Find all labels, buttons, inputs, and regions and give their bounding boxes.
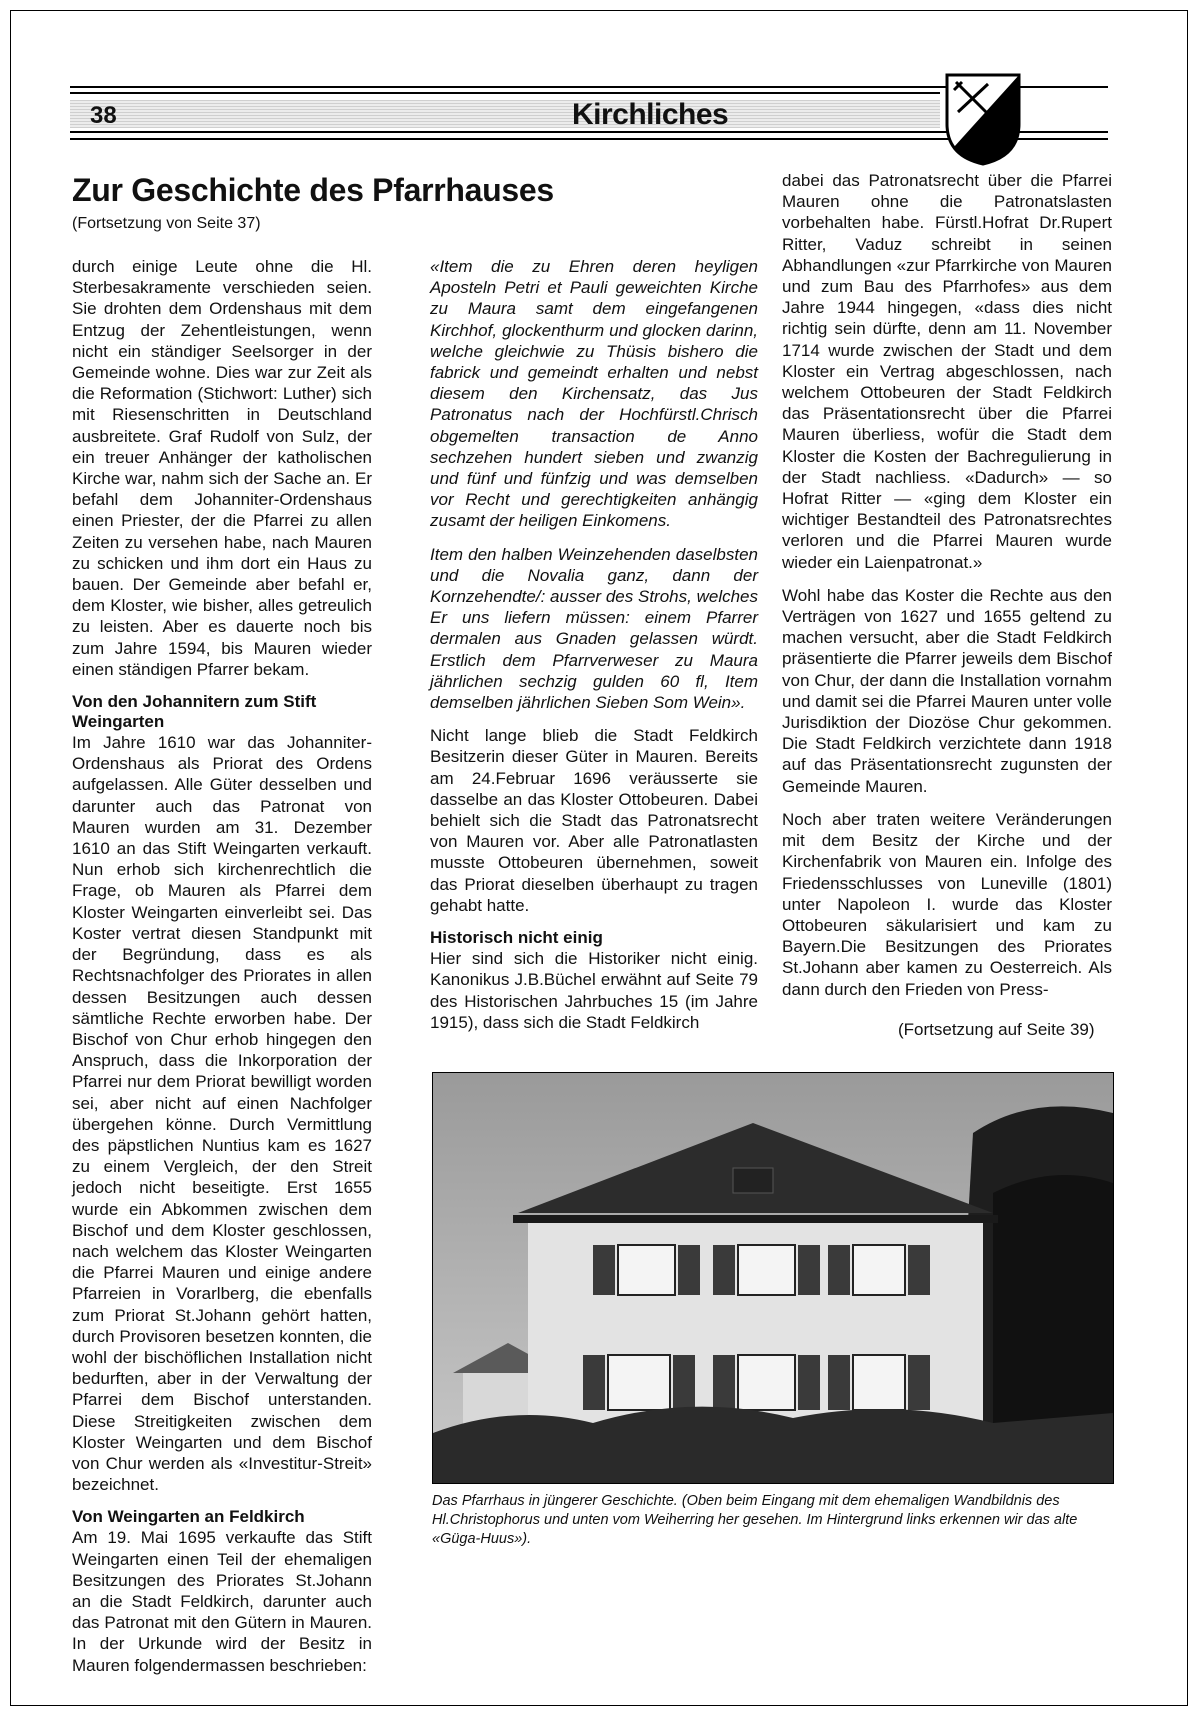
- section-title: Kirchliches: [572, 98, 729, 131]
- header-rule-top-2: [70, 92, 940, 94]
- coat-of-arms-icon: [944, 72, 1022, 166]
- header-band: [70, 100, 940, 128]
- subheading: Von Weingarten an Feldkirch: [72, 1507, 305, 1527]
- subheading: Historisch nicht einig: [430, 928, 603, 948]
- paragraph: Im Jahre 1610 war das Johanniter-Ordenshaus als Priorat des Ordens aufgelassen. Alle Güter desselben und darunter auch das Patronat von Mauren wurden am 31. Dezember 1610 an das Stift Weingarten verkauft. Nun erhob sich kirchenrechtlich die Frage, ob Mauren als Pfarrei dem Kloster Weingarten einverleibt sei. Das Koster vertrat diesen Standpunkt mit der Begründung, dass es als Rechtsnachfolger des Priorates in allen dessen Besitzungen auch dessen sämtliche Rechte erworben habe. Der Bischof von Chur erhob hingegen den Anspruch, dass die Inkorporation der Pfarrei nur dem Priorat bewilligt worden sei, aber nicht auf einen Nachfolger übergehen könne. Durch Vermittlung des päpstlichen Nuntius kam es 1627 zu einem Vergleich, der den Streit jedoch nicht beseitigte. Erst 1655 wurde ein Abkommen zwischen dem Bischof und dem Kloster geschlossen, nach welchem das Kloster Weingarten die Pfarrei Mauren und einige andere Pfarreien in Vorarlberg, die ebenfalls zum Priorat St.Johann gehört hatten, durch Provisoren besetzen konnten, die wohl der bischöflichen Installation nicht bedurften, aber in der Verwaltung der Pfarrei dem Bischof unterstanden. Diese Streitigkeiten zwischen dem Kloster Weingarten und dem Bischof von Chur werden als «Investitur-Streit» bezeichnet.: [72, 733, 372, 1495]
- paragraph: Nicht lange blieb die Stadt Feldkirch Besitzerin dieser Güter in Mauren. Bereits am 24.Februar 1696 veräusserte sie dasselbe an das Kloster Ottobeuren. Dabei behielt sich die Stadt das Patronatsrecht von Mauren vor. Aber alle Patronatlasten musste Ottobeuren übernehmen, soweit das Priorat dieselben überhaupt zu tragen gehabt hatte.: [430, 726, 758, 915]
- quote-paragraph: «Item die zu Ehren deren heyligen Aposteln Petri et Pauli geweichten Kirche zu Maura samt dem eingefangenen Kirchhof, glockenthurm und glocken darinn, welche gleichwie zu Thüsis bishero die fabrick und gemeindt erhalten und nebst diesem den Kirchensatz, das Jus Patronatus nach der Hochfürstl.Chrisch obgemelten transaction de Anno sechzehen hundert sieben und zwanzig und fünf und fünfzig und was demselben vor Recht und gerechtigkeiten anhängig zusamt der heiligen Einkomens.: [430, 257, 758, 531]
- parsonage-photo: [432, 1072, 1114, 1484]
- paragraph: Noch aber traten weitere Veränderungen mit dem Besitz der Kirche und der Kirchenfabrik von Mauren ein. Infolge des Friedensschlusses von Luneville (1801) unter Napoleon I. wurde das Kloster Ottobeuren säkularisiert und kam zu Bayern.Die Besitzungen des Priorates St.Johann aber kamen zu Oesterreich. Als dann durch den Frieden von Press-: [782, 809, 1112, 999]
- article-subtitle: (Fortsetzung von Seite 37): [72, 215, 261, 232]
- subheading: Von den Johannitern zum Stift Weingarten: [72, 692, 317, 732]
- article-title: Zur Geschichte des Pfarrhauses: [72, 172, 554, 208]
- photo-caption: Das Pfarrhaus in jüngerer Geschichte. (Oben beim Eingang mit dem ehemaligen Wandbildnis des Hl.Christophorus und unten vom Weiherring her gesehen. Im Hintergrund links erkennen wir das alte «Güga-Huus»).: [432, 1493, 1078, 1547]
- text-column-2: [430, 256, 758, 1045]
- paragraph: durch einige Leute ohne die Hl. Sterbesakramente verschieden seien. Sie drohten dem Ordenshaus mit dem Entzug der Zehentleistungen, wenn nicht ein ständiger Seelsorger in der Gemeinde wohne. Dies war zur Zeit als die Reformation (Stichwort: Luther) sich mit Riesenschritten in Deutschland ausbreitete. Graf Rudolf von Sulz, der ein treuer Anhänger der katholischen Kirche war, nahm sich der Sache an. Er befahl dem Johanniter-Ordenshaus einen Priester, der die Pfarrei zu allen Zeiten zu versehen habe, nach Mauren zu schicken und ihm dort ein Haus zu bauen. Der Gemeinde aber befahl er, dem Kloster, wie bisher, alles getreulich zu leisten. Aber es dauerte noch bis zum Jahre 1594, bis Mauren wieder einen ständigen Pfarrer bekam.: [72, 257, 372, 679]
- quote-paragraph: Item den halben Weinzehenden daselbsten und die Novalia ganz, dann der Kornzehendte/: ausser des Strohs, welches Er uns liefern müssen: einem Pfarrer dermalen aus Gnaden gelassen würdt. Erstlich dem Pfarrverweser zu Maura jährlichen sechzig gulden 60 fl, Item demselben jährlichen Sieben Som Wein».: [430, 544, 758, 713]
- paragraph: Am 19. Mai 1695 verkaufte das Stift Weingarten einen Teil der ehemaligen Besitzungen des Priorates St.Johann an die Stadt Feldkirch, darunter auch das Patronat mit den Gütern in Mauren. In der Urkunde wird der Besitz in Mauren folgendermassen beschrieben:: [72, 1528, 372, 1675]
- paragraph: dabei das Patronatsrecht über die Pfarrei Mauren ohne die Patronatslasten vorbehalten habe. Fürstl.Hofrat Dr.Rupert Ritter, Vaduz schreibt in seinen Abhandlungen «zur Pfarrkirche von Mauren und zum Bau des Pfarrhofes» aus dem Jahre 1944 hingegen, «dass dies nicht richtig sein dürfte, denn am 11. November 1714 wurde zwischen der Stadt und dem Kloster ein Vertrag abgeschlossen, nach welchem Ottobeuren der Stadt Feldkirch das Präsentationsrecht über die Pfarrei Mauren überliess, wofür die Stadt dem Kloster die Kosten der Bachregulierung in der Stadt nachliess. «Dadurch» — so Hofrat Ritter — «ging dem Kloster ein wichtiger Bestandteil des Patronatsrechtes verloren und die Pfarrei Mauren wurde wieder ein Laienpatronat.»: [782, 171, 1112, 572]
- paragraph: Wohl habe das Koster die Rechte aus den Verträgen von 1627 und 1655 geltend zu machen versucht, aber die Stadt Feldkirch präsentierte die Pfarrer jeweils dem Bischof von Chur, der dann die Installation vornahm und damit sei die Pfarrei Mauren unter volle Jurisdiktion der Diozöse Chur gekommen. Die Stadt Feldkirch verzichtete dann 1918 auf das Präsentationsrecht zugunsten der Gemeinde Mauren.: [782, 585, 1112, 796]
- text-column-1: [72, 256, 372, 1688]
- paragraph: Hier sind sich die Historiker nicht einig. Kanonikus J.B.Büchel erwähnt auf Seite 79 des Historischen Jahrbuches 15 (im Jahre 1915), dass sich die Stadt Feldkirch: [430, 949, 758, 1032]
- page-number: 38: [90, 102, 117, 129]
- continuation-note: (Fortsetzung auf Seite 39): [898, 1020, 1095, 1039]
- text-column-3: [782, 170, 1112, 1012]
- house-illustration: [433, 1073, 1113, 1483]
